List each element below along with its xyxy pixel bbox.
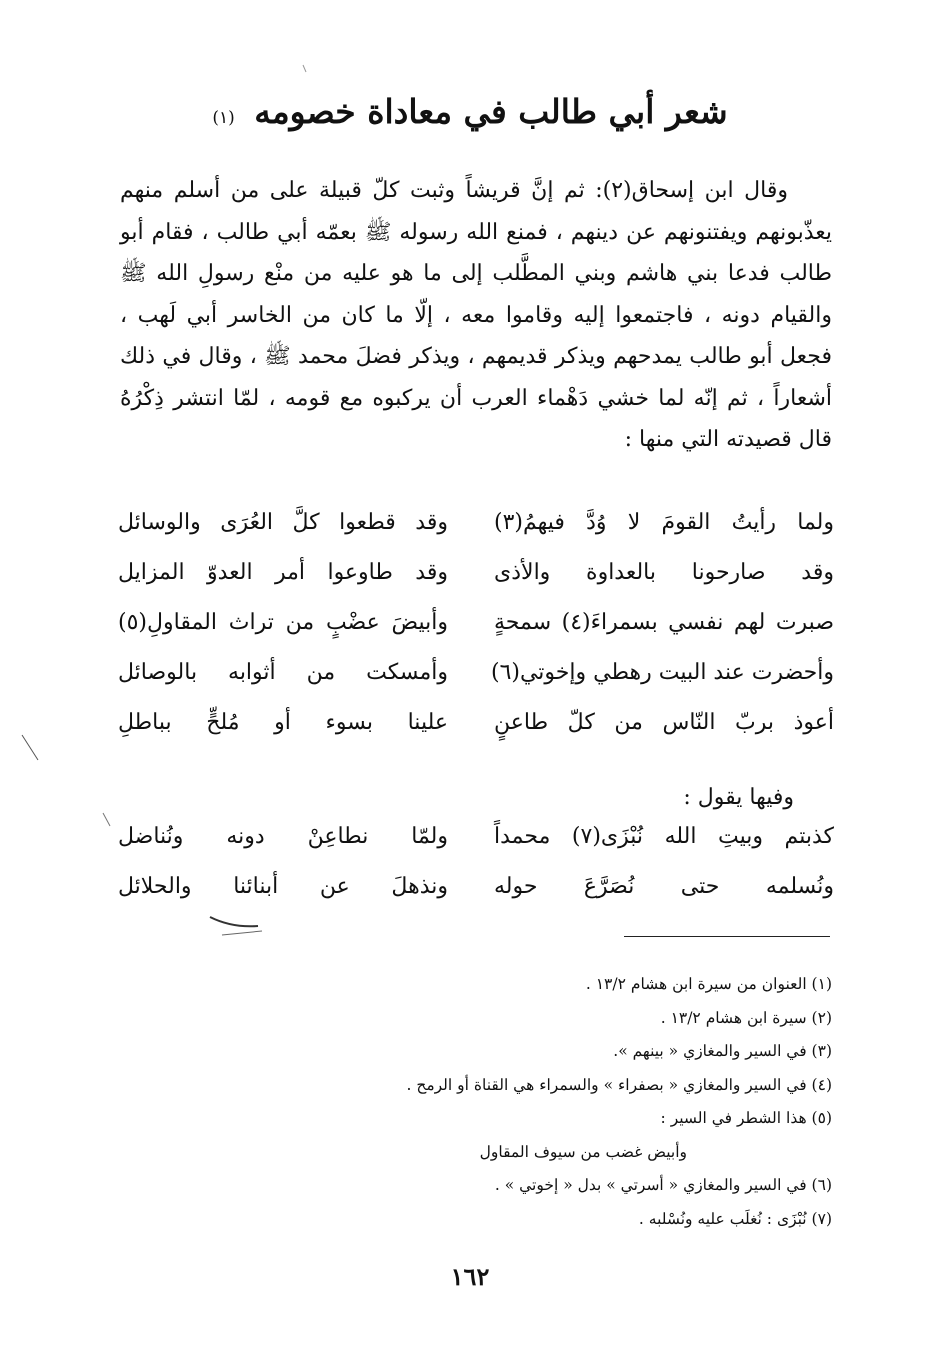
verse-first-hemistich: كذبتم وبيتِ الله نُبْزَى(٧) محمداً bbox=[494, 824, 834, 849]
footnote-item: (٦) في السير والمغازي « أسرتي » بدل « إخوتي » . bbox=[494, 1176, 832, 1194]
chapter-title-text: شعر أبي طالب في معاداة خصومه bbox=[254, 92, 728, 131]
verse-first-hemistich: ولما رأيتُ القومَ لا وُدَّ فيهمُ(٣) bbox=[494, 510, 834, 535]
verse-second-hemistich: وقد طاوعوا أمر العدوّ المزايل bbox=[118, 560, 448, 585]
verse-second-hemistich: علينا بسوء أو مُلحٍّ بباطلِ bbox=[118, 710, 448, 735]
verse-first-hemistich: ونُسلمه حتى نُصَرَّعَ حوله bbox=[494, 874, 834, 899]
footnote-item: (٢) سيرة ابن هشام ١٣/٢ . bbox=[660, 1008, 832, 1027]
verse-first-hemistich: صبرت لهم نفسي بسمراءَ(٤) سمحةٍ bbox=[494, 610, 834, 635]
paragraph-text: وقال ابن إسحاق(٢): ثم إنَّ قريشاً وثبت كلّ قبيلة على من أسلم منهم يعذّبونهم ويفتنونهم عن دينهم ، فمنع الله رسوله ﷺ بعمّه أبي طالب ، فقام أبو طالب فدعا بني هاشم وبني المطَّلب إلى ما هو عليه من منْع رسولِ الله ﷺ والقيام دونه ، فاجتمعوا إليه وقاموا معه ، إلّا ما كان من الخاسر أبي لَهب ، فجعل أبو طالب يمدحهم ويذكر قديمهم ، ويذكر فضلَ محمد ﷺ ، وقال في ذلك أشعاراً ، ثم إنّه لما خشي دَهْماء العرب أن يركبوه مع قومه ، لمّا انتشر ذِكْرُهُ قال قصيدته التي منها : bbox=[120, 178, 832, 452]
footnote-item: (٧) نُبْزَى : نُغلَب عليه ونُسْلبه . bbox=[638, 1209, 832, 1228]
footnote-quoted-verse: وأبيض غضب من سيوف المقاول bbox=[479, 1142, 687, 1161]
verse-second-hemistich: ولمّا نطاعِنْ دونه ونُناضل bbox=[118, 824, 448, 849]
footnote-item: (٣) في السير والمغازي « بينهم ». bbox=[613, 1042, 832, 1060]
verse-first-hemistich: أعوذ بربّ النّاس من كلّ طاعنٍ bbox=[494, 710, 834, 735]
verse-first-hemistich: وأحضرت عند البيت رهطي وإخوتي(٦) bbox=[490, 660, 834, 685]
footnote-item: (٤) في السير والمغازي « بصفراء » والسمراء هي القناة أو الرمح . bbox=[406, 1075, 832, 1094]
footnote-item: (١) العنوان من سيرة ابن هشام ١٣/٢ . bbox=[585, 975, 832, 993]
verse-second-hemistich: وقد قطعوا كلَّ العُرَى والوسائل bbox=[118, 510, 448, 535]
verse-second-hemistich: ونذهلَ عن أبنائنا والحلائل bbox=[118, 874, 448, 899]
verse-second-hemistich: وأمسكت من أثوابه بالوصائل bbox=[118, 660, 448, 685]
page-number: ١٦٢ bbox=[450, 1262, 490, 1291]
footnote-item: (٥) هذا الشطر في السير : bbox=[660, 1109, 832, 1127]
verse-first-hemistich: وقد صارحونا بالعداوة والأذى bbox=[494, 560, 834, 585]
verse-second-hemistich: وأبيضَ عضْبٍ من تراث المقاولِ(٥) bbox=[118, 610, 448, 635]
verse-intro-line: وفيها يقول : bbox=[683, 785, 794, 810]
title-footnote-ref: (١) bbox=[212, 108, 235, 128]
